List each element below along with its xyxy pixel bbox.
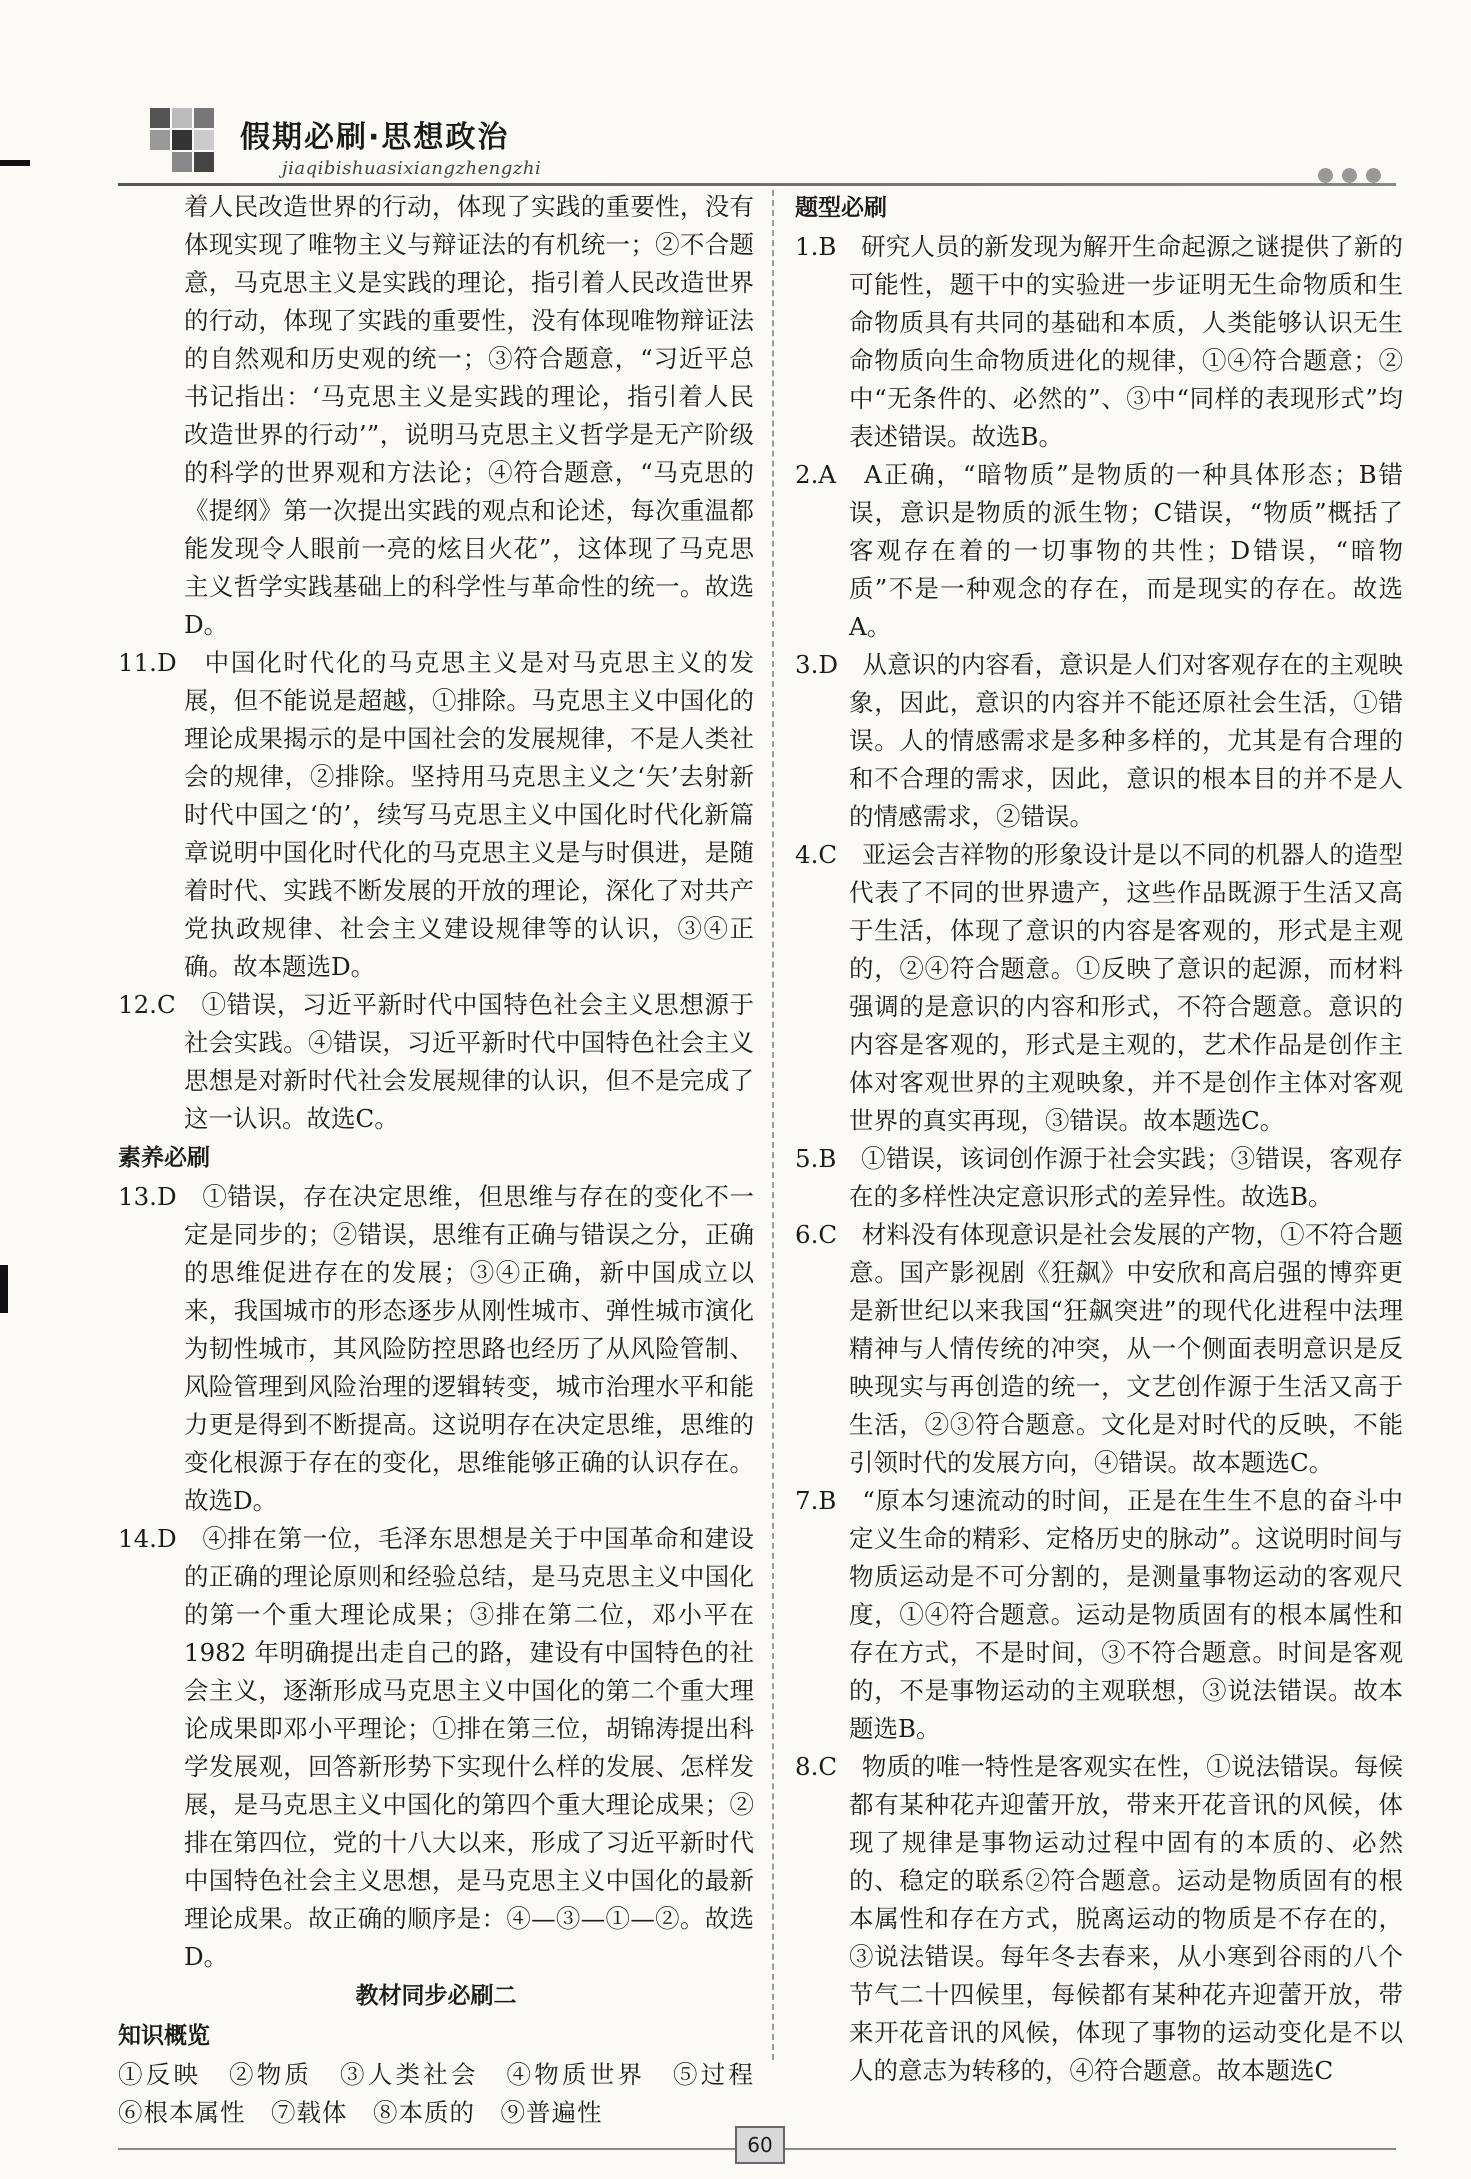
- right-column: [795, 188, 1403, 2090]
- answer-13: 13.D ①错误，存在决定思维，但思维与存在的变化不一定是同步的；②错误，思维有正确与错误之分，正确的思维促进存在的发展；③④正确，新中国成立以来，我国城市的形态逐步从刚性城市、弹性城市演化为韧性城市，其风险防控思路也经历了从风险管制、风险管理到风险治理的逻辑转变，城市治理水平和能力更是得到不断提高。这说明存在决定思维，思维的变化根源于存在的变化，思维能够正确的认识存在。故选D。: [118, 1182, 754, 1515]
- chapter-title: 教材同步必刷二: [355, 1983, 517, 2009]
- answer-5: 5.B ①错误，该词创作源于社会实践；③错误，客观存在的多样性决定意识形式的差异性。故选B。: [795, 1144, 1403, 1211]
- binding-mark-top: [0, 160, 30, 166]
- answer-11: 11.D 中国化时代化的马克思主义是对马克思主义的发展，但不能说是超越，①排除。马克思主义中国化的理论成果揭示的是中国社会的发展规律，不是人类社会的规律，②排除。坚持用马克思主义之‘矢’去射新时代中国之‘的’，续写马克思主义中国化时代化新篇章说明中国化时代化的马克思主义是与时俱进，是随着时代、实践不断发展的开放的理论，深化了对共产党执政规律、社会主义建设规律等的认识，③④正确。故本题选D。: [118, 648, 754, 981]
- section-heading-tixing: 题型必刷: [795, 195, 887, 221]
- binding-mark-bottom: [0, 1265, 8, 1313]
- section-heading-zhishi: 知识概览: [118, 2023, 210, 2049]
- page-header: [0, 0, 1471, 200]
- answer-4: 4.C 亚运会吉祥物的形象设计是以不同的机器人的造型代表了不同的世界遗产，这些作品既源于生活又高于生活，体现了意识的内容是客观的，形式是主观的，②④符合题意。①反映了意识的起源，而材料强调的是意识的内容和形式，不符合题意。意识的内容是客观的，形式是主观的，艺术作品是创作主体对客观世界的主观映象，并不是创作主体对客观世界的真实再现，③错误。故本题选C。: [795, 840, 1403, 1135]
- header-logo-squares: [150, 108, 234, 172]
- answer-6: 6.C 材料没有体现意识是社会发展的产物，①不符合题意。国产影视剧《狂飙》中安欣和高启强的博弈更是新世纪以来我国“狂飙突进”的现代化进程中法理精神与人情传统的冲突，从一个侧面表明意识是反映现实与再创造的统一，文艺创作源于生活又高于生活，②③符合题意。文化是对时代的反映，不能引领时代的发展方向，④错误。故本题选C。: [795, 1220, 1403, 1477]
- answer-12: 12.C ①错误，习近平新时代中国特色社会主义思想源于社会实践。④错误，习近平新时代中国特色社会主义思想是对新时代社会发展规律的认识，但不是完成了这一认识。故选C。: [118, 990, 754, 1133]
- answer-2: 2.A A正确，“暗物质”是物质的一种具体形态；B错误，意识是物质的派生物；C错误，“物质”概括了客观存在着的一切事物的共性；D错误，“暗物质”不是一种观念的存在，而是现实的存在。故选A。: [795, 460, 1403, 641]
- answer-8: 8.C 物质的唯一特性是客观实在性，①说法错误。每候都有某种花卉迎蕾开放，带来开花音讯的风候，体现了规律是事物运动过程中固有的本质的、必然的、稳定的联系②符合题意。运动是物质固有的根本属性和存在方式，脱离运动的物质是不存在的，③说法错误。每年冬去春来，从小寒到谷雨的八个节气二十四候里，每候都有某种花卉迎蕾开放，带来开花音讯的风候，体现了事物的运动变化是不以人的意志为转移的，④符合题意。故本题选C: [795, 1752, 1403, 2085]
- answer-10-continuation: 着人民改造世界的行动，体现了实践的重要性，没有体现实现了唯物主义与辩证法的有机统一；②不合题意，马克思主义是实践的理论，指引着人民改造世界的行动，体现了实践的重要性，没有体现唯物辩证法的自然观和历史观的统一；③符合题意，“习近平总书记指出：‘马克思主义是实践的理论，指引着人民改造世界的行动’”，说明马克思主义哲学是无产阶级的科学的世界观和方法论；④符合题意，“马克思的《提纲》第一次提出实践的观点和论述，每次重温都能发现令人眼前一亮的炫目火花”，这体现了马克思主义哲学实践基础上的科学性与革命性的统一。故选D。: [184, 192, 754, 639]
- knowledge-overview-answers: ①反映 ②物质 ③人类社会 ④物质世界 ⑤过程 ⑥根本属性 ⑦载体 ⑧本质的 ⑨普遍性: [118, 2060, 780, 2127]
- answer-14: 14.D ④排在第一位，毛泽东思想是关于中国革命和建设的正确的理论原则和经验总结，是马克思主义中国化的第一个重大理论成果；③排在第二位，邓小平在 1982 年明确提出走自己的路，建设有中国特色的社会主义，逐渐形成马克思主义中国化的第二个重大理论成果即邓小平理论；①排在第三位，胡锦涛提出科学发展观，回答新形势下实现什么样的发展、怎样发展，是马克思主义中国化的第四个重大理论成果；②排在第四位，党的十八大以来，形成了习近平新时代中国特色社会主义思想，是马克思主义中国化的最新理论成果。故正确的顺序是：④—③—①—②。故选D。: [118, 1524, 754, 1971]
- header-dots: [1318, 168, 1390, 187]
- answer-3: 3.D 从意识的内容看，意识是人们对客观存在的主观映象，因此，意识的内容并不能还原社会生活，①错误。人的情感需求是多种多样的，尤其是有合理的和不合理的需求，因此，意识的根本目的并不是人的情感需求，②错误。: [795, 650, 1403, 831]
- header-rule: [118, 183, 1396, 186]
- book-subtitle-pinyin: jiaqibishuasixiangzhengzhi: [282, 158, 542, 179]
- page-number: 60: [735, 2126, 785, 2164]
- left-column: [118, 188, 780, 2132]
- book-title: 假期必刷·思想政治: [240, 120, 510, 155]
- answer-7: 7.B “原本匀速流动的时间，正是在生生不息的奋斗中定义生命的精彩、定格历史的脉动”。这说明时间与物质运动是不可分割的，是测量事物运动的客观尺度，①④符合题意。运动是物质固有的根本属性和存在方式，不是时间，③不符合题意。时间是客观的，不是事物运动的主观联想，③说法错误。故本题选B。: [795, 1486, 1403, 1743]
- column-divider: [772, 190, 774, 2060]
- section-heading-suyang: 素养必刷: [118, 1145, 210, 1171]
- answer-1: 1.B 研究人员的新发现为解开生命起源之谜提供了新的可能性，题干中的实验进一步证明无生命物质和生命物质具有共同的基础和本质，人类能够认识无生命物质向生命物质进化的规律，①④符合题意；②中“无条件的、必然的”、③中“同样的表现形式”均表述错误。故选B。: [795, 232, 1403, 451]
